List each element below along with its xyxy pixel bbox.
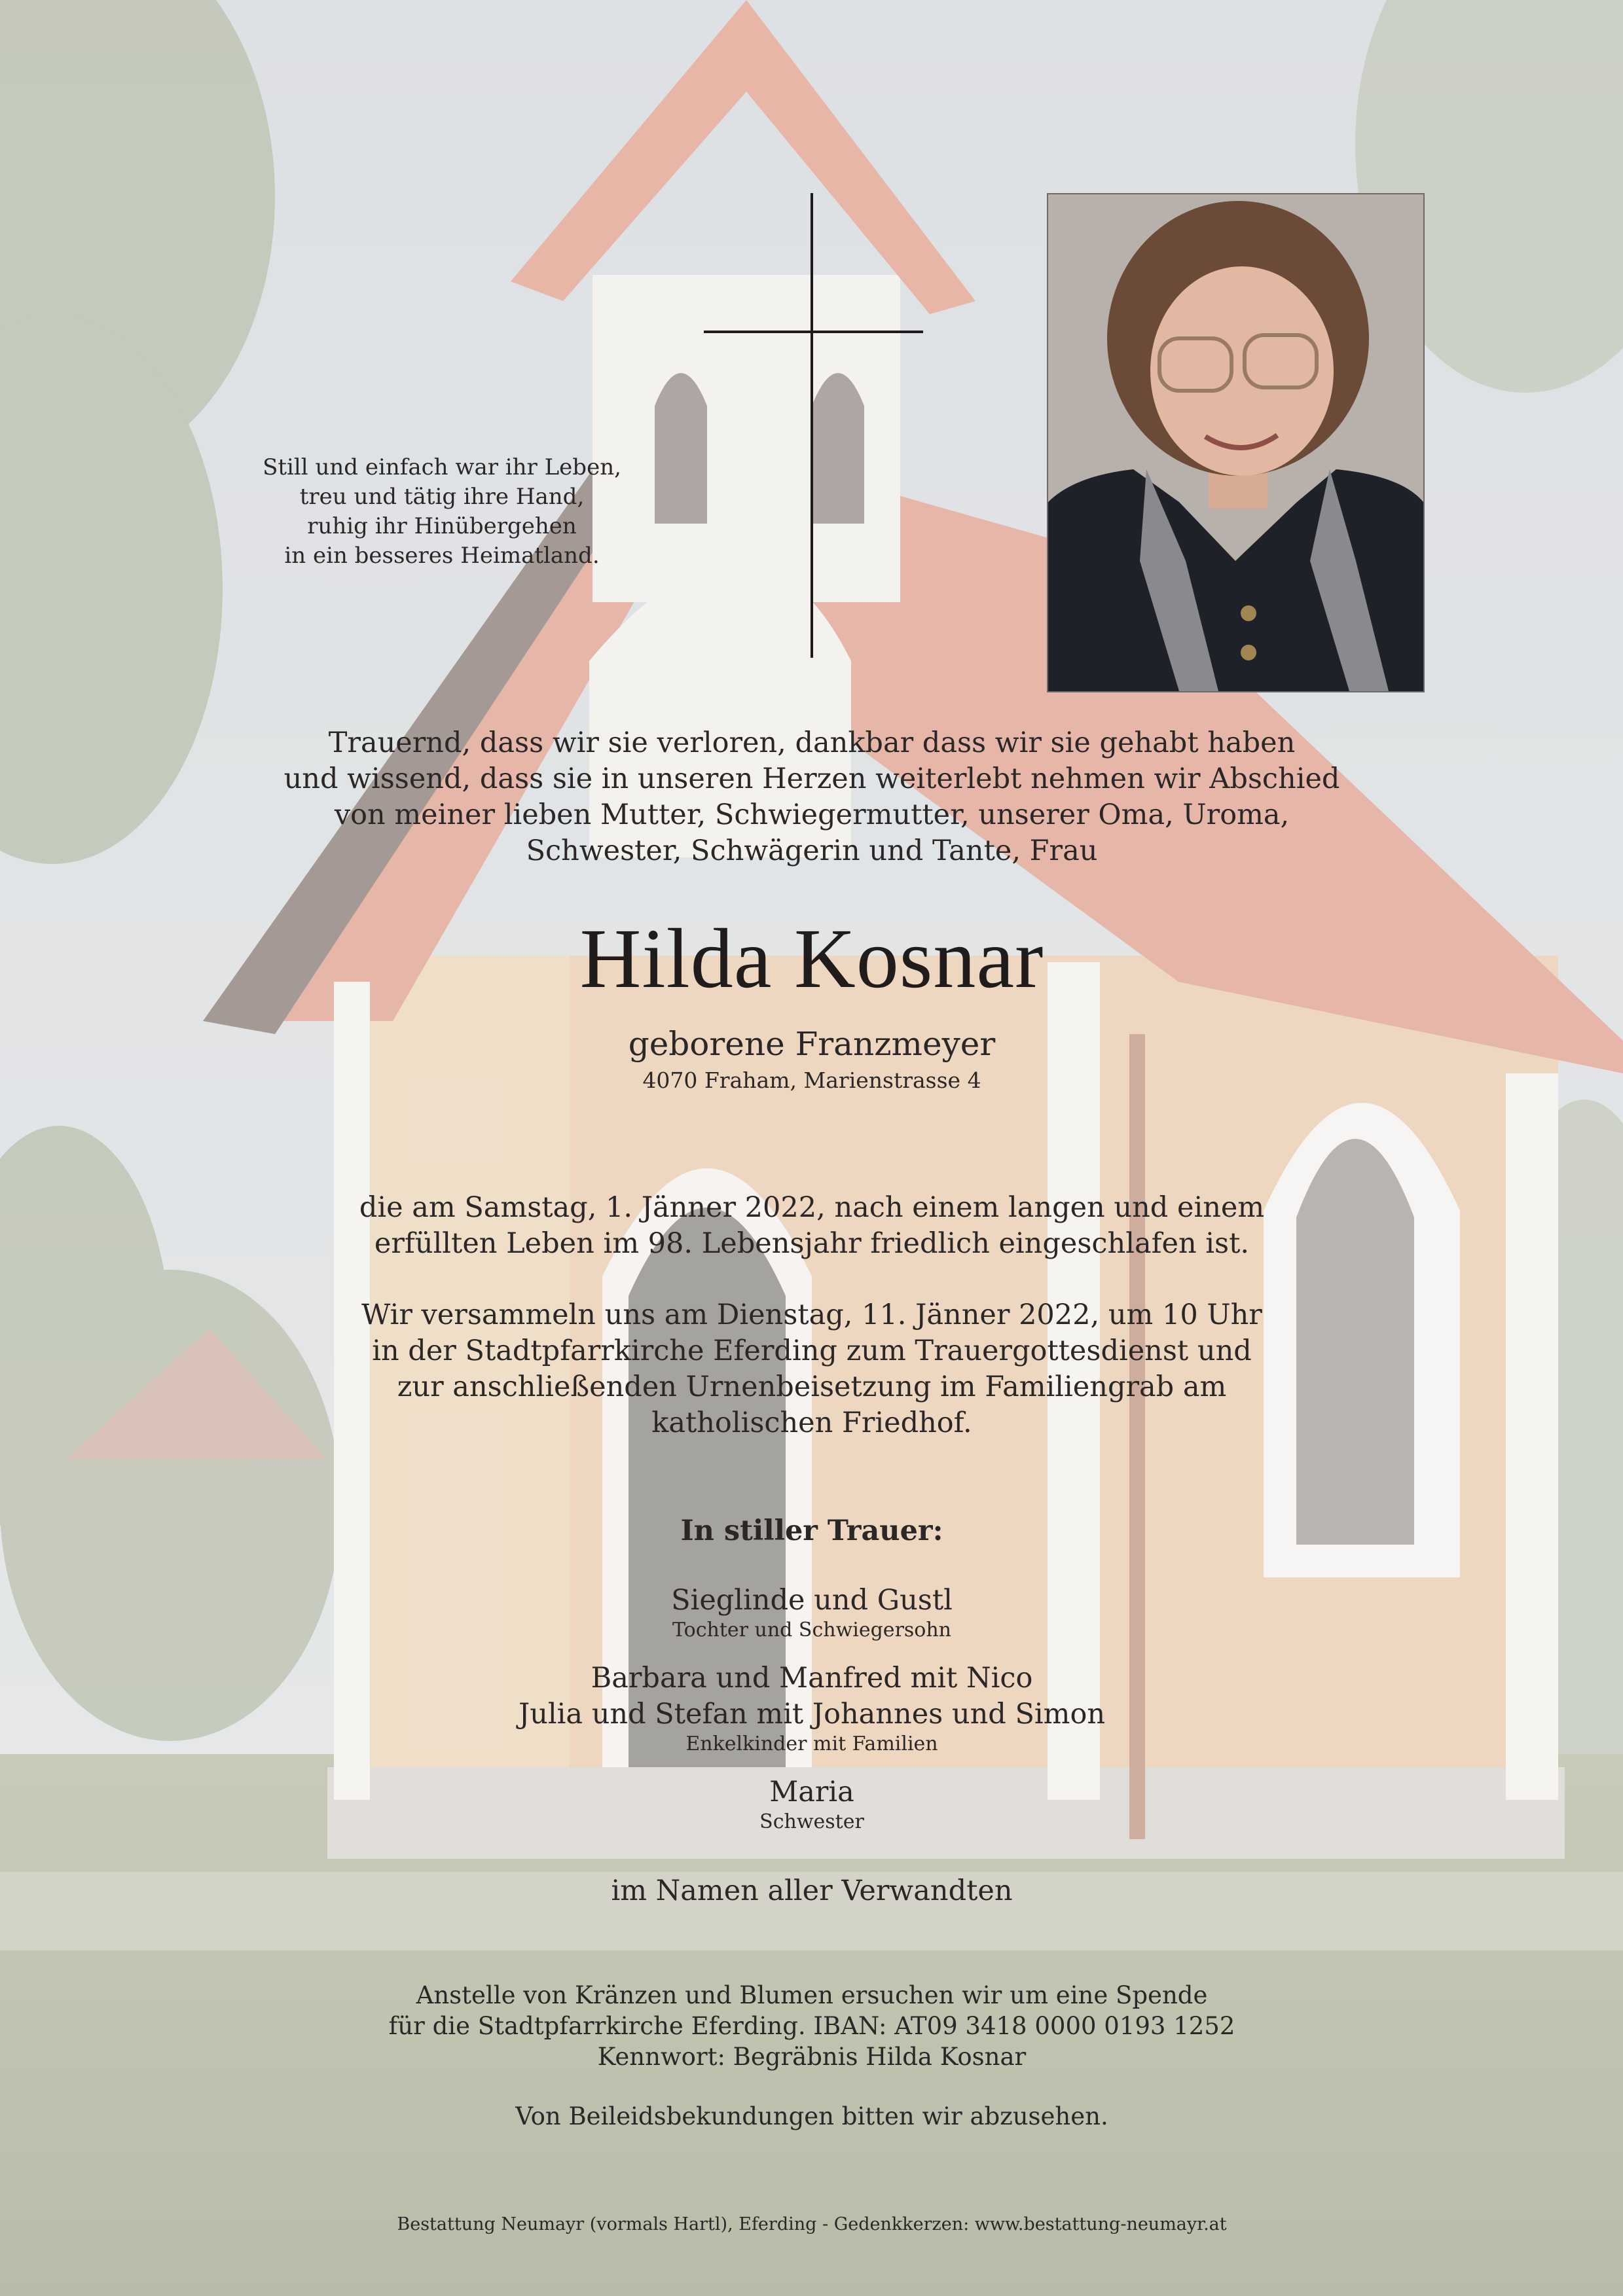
mourner-relation: Schwester (759, 1810, 864, 1833)
condolences-note: Von Beileidsbekundungen bitten wir abzusehen. (515, 2102, 1108, 2130)
mourner-group (196, 1774, 1427, 1834)
poem-line: treu und tätig ihre Hand, (299, 484, 585, 510)
funeral-line: zur anschließenden Urnenbeisetzung im Familiengrab am (397, 1371, 1227, 1403)
death-notice (196, 1190, 1427, 1262)
intro-line: von meiner lieben Mutter, Schwiegermutter, unserer Oma, Uroma, (334, 798, 1290, 831)
portrait-photo (1047, 193, 1425, 692)
funeral-line: katholischen Friedhof. (651, 1407, 972, 1439)
funeral-line: Wir versammeln uns am Dienstag, 11. Jänner 2022, um 10 Uhr (361, 1299, 1262, 1331)
donation-line: Kennwort: Begräbnis Hilda Kosnar (597, 2043, 1027, 2071)
intro-line: Trauernd, dass wir sie verloren, dankbar dass wir sie gehabt haben (328, 726, 1296, 759)
mourner-relation: Tochter und Schwiegersohn (672, 1619, 952, 1641)
address: 4070 Fraham, Marienstrasse 4 (642, 1067, 981, 1093)
mourner-group (196, 1660, 1427, 1756)
cross-icon (704, 193, 923, 658)
deceased-name: Hilda Kosnar (579, 912, 1044, 1006)
donation-line: Anstelle von Kränzen und Blumen ersuchen wir um eine Spende (416, 1981, 1208, 2009)
intro-line: Schwester, Schwägerin und Tante, Frau (526, 834, 1098, 867)
mourner-names: Sieglinde und Gustl (671, 1584, 953, 1617)
mourner-names: Julia und Stefan mit Johannes und Simon (518, 1698, 1106, 1731)
mourners-heading: In stiller Trauer: (680, 1515, 943, 1547)
donation-line: für die Stadtpfarrkirche Eferding. IBAN: AT09 3418 0000 0193 1252 (388, 2012, 1235, 2040)
intro-line: und wissend, dass sie in unseren Herzen weiterlebt nehmen wir Abschied (283, 762, 1340, 795)
poem-line: Still und einfach war ihr Leben, (263, 454, 621, 480)
mourners-closing: im Namen aller Verwandten (611, 1874, 1013, 1907)
death-notice-line: die am Samstag, 1. Jänner 2022, nach einem langen und einem (359, 1191, 1265, 1224)
poem-line: in ein besseres Heimatland. (284, 543, 600, 569)
poem (216, 453, 668, 571)
donation-note (196, 1980, 1427, 2072)
mourners-list (196, 1583, 1427, 1852)
mourner-names: Barbara und Manfred mit Nico (591, 1662, 1033, 1695)
poem-line: ruhig ihr Hinübergehen (307, 513, 577, 539)
birth-name: geborene Franzmeyer (628, 1025, 996, 1063)
intro-text (196, 725, 1427, 869)
mourner-relation: Enkelkinder mit Familien (685, 1732, 938, 1755)
mourner-names: Maria (769, 1776, 854, 1808)
death-notice-line: erfüllten Leben im 98. Lebensjahr friedlich eingeschlafen ist. (374, 1227, 1250, 1260)
funeral-info (196, 1297, 1427, 1441)
funeral-line: in der Stadtpfarrkirche Eferding zum Trauergottesdienst und (372, 1335, 1252, 1367)
mourner-group (196, 1583, 1427, 1642)
footer: Bestattung Neumayr (vormals Hartl), Eferding - Gedenkkerzen: www.bestattung-neumayr.at (397, 2214, 1227, 2234)
